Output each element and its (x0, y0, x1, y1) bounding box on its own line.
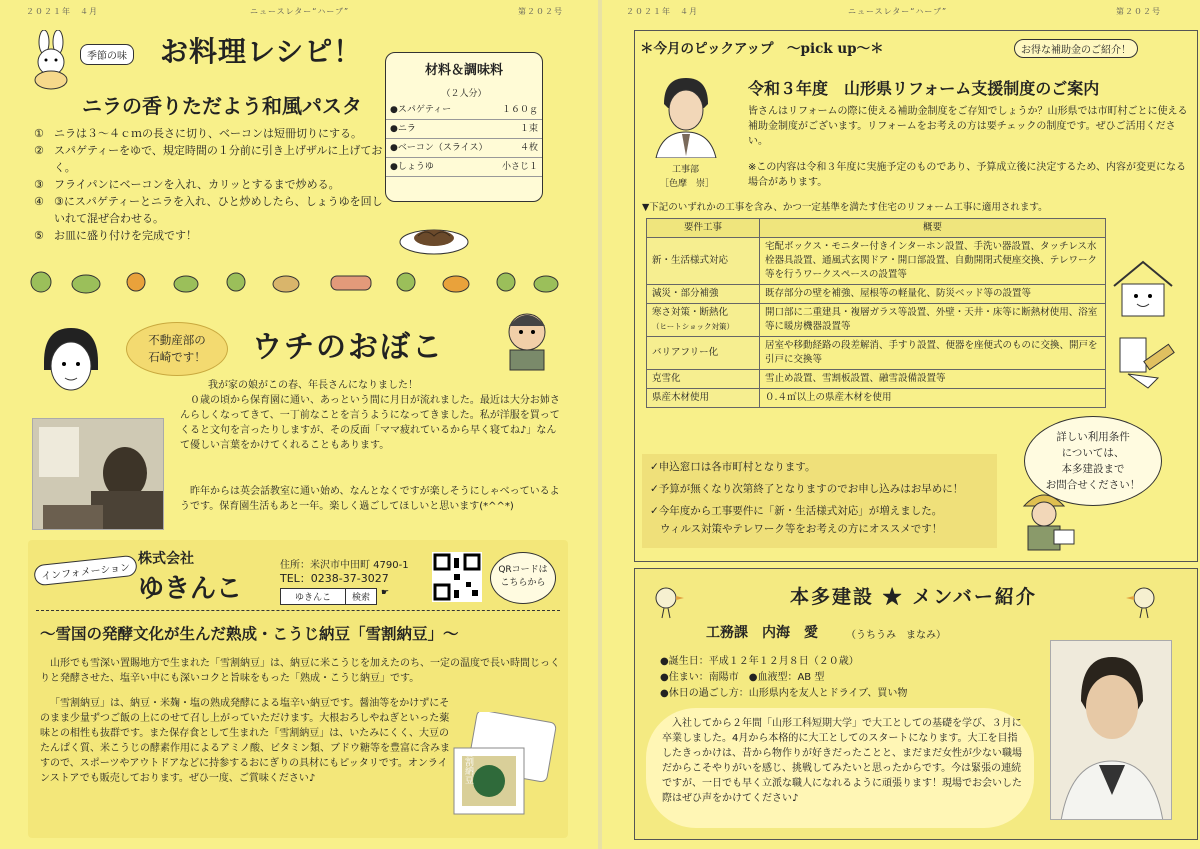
pointer-icon: ☛ (381, 588, 390, 598)
member-holiday: ●休日の過ごし方：山形県内を友人とドライブ、買い物 (660, 688, 908, 699)
ingredients-box (385, 52, 543, 202)
member-title: 本多建設 ★ メンバー紹介 (790, 586, 1037, 608)
recipe-heading: お料理レシピ！ (160, 35, 363, 68)
ingredient-row: ●ニラ １束 (386, 120, 542, 139)
table-row: 新・生活様式対応 宅配ボックス・モニター付きインターホン設置、手洗い器設置、タッチレス水栓器具設置、通風式玄関ドア・開口部設置、自動開閉式便座交換、テレワーク等を行うワークスペースの設置等 (647, 238, 1106, 285)
column-para-1: 我が家の娘がこの春、年長さんになりました！ (208, 380, 418, 391)
recipe-step-4: ④ ③にスパゲティーとニラを入れ、ひと炒めしたら、しょうゆを回しいれて混ぜ合わせる。 (34, 195, 383, 225)
daughter-photo (32, 418, 164, 530)
search-input[interactable]: ゆきんこ (280, 588, 346, 605)
avatar (36, 322, 106, 398)
check-item: ✓今年度から工事要件に「新・生活様式対応」が増えました。 (650, 505, 943, 517)
rabbit-icon (26, 30, 78, 90)
vegetable-icon (26, 262, 566, 302)
column-title: ウチのおぼこ (252, 330, 444, 365)
bird-icon (644, 576, 688, 620)
pickup-badge: お得な補助金のご紹介！ (1014, 38, 1138, 58)
pickup-note: ※この内容は令和３年度に実施予定のものであり、予算成立後に決定するため、内容が変更になる場合があります。 (748, 162, 1186, 188)
member-name: 工務課 内海 愛 (706, 625, 818, 641)
check-item: ウィルス対策やテレワーク等をお考えの方にオススメです！ (660, 523, 943, 535)
qr-code-icon[interactable] (432, 552, 482, 602)
worker-icon (1010, 484, 1078, 552)
table-header: 要件工事 (647, 219, 760, 238)
table-row: 克雪化 雪止め設置、雪割板設置、融雪設備設置等 (647, 370, 1106, 389)
member-reading: （うちうみ まなみ） (846, 630, 946, 641)
search-button[interactable]: 検索 (346, 588, 377, 605)
member-home: ●住まい：南陽市 ●血液型：AB 型 (660, 672, 825, 683)
contact-speech: 詳しい利用条件 については、 本多建設まで お問合せください！ (1024, 416, 1162, 506)
ingredient-row: ●スパゲティー １６０ｇ (386, 101, 542, 120)
column-para-2: ０歳の頃から保育園に通い、あっという間に月日が流れました。最近は大分お姉さんらしくなってきて、一丁前なことを言うようになってきました。私が洋服を買ってくると文句を言ったりしますが、その反面「ママ疲れているから早く寝てね♪」なんて優しい言葉をかけてくれることもあります。 (180, 395, 560, 451)
staff-dept: 工事部 (672, 165, 700, 175)
header-issue: 第２０２号 (518, 7, 563, 16)
column-para-3: 昨年からは英会話教室に通い始め、なんとなくですが楽しそうにしゃべっているようです。保育園生活もあと一年。楽しく過ごしてほしいと思います(*^^*) (180, 486, 560, 512)
check-panel (642, 454, 997, 548)
requirements-table (646, 218, 1106, 408)
table-row: 県産木材使用 ０.４㎥以上の県産木材を使用 (647, 389, 1106, 408)
recipe-step-1: ① ニラは３～４ｃｍの長さに切り、ベーコンは短冊切りにする。 (34, 127, 362, 140)
staff-name: ［色摩 崇］ (660, 179, 715, 189)
member-body: 入社してから２年間「山形工科短期大学」で大工としての基礎を学び、３月に卒業しました。4月から本格的に大工としてのスタートになります。大工を目指したきっかけは、昔から物作りが好きだったことと、まだまだ女性が少ない職場だからこそやりがいを感じ、挑戦してみたいと思ったからです。今は緊張の連続ですが、一日でも早く立派な職人になれるように頑張ります！現場でお会いした際はぜひ声をかけてください♪ (662, 718, 1022, 804)
recipe-step-3: ③ フライパンにベーコンを入れ、カリッとするまで炒める。 (34, 178, 340, 191)
staff-photo (650, 74, 722, 158)
divider (36, 610, 560, 611)
pickup-label: ＊今月のピックアップ ～pick up～＊ (640, 41, 884, 57)
author-bubble: 不動産部の 石崎です！ (126, 322, 228, 376)
company-name: ゆきんこ (138, 574, 243, 604)
company-address: 住所：米沢市中田町 4790-1 (280, 560, 409, 571)
recipe-step-5: ⑤ お皿に盛り付けを完成です！ (34, 229, 197, 242)
header-date: ２０２１年 ４月 (626, 7, 698, 16)
house-face-icon (1108, 258, 1178, 318)
header-newsletter-title: ニュースレター“ハーブ” (250, 7, 350, 16)
pasta-plate-icon (398, 208, 470, 258)
table-row: 減災・部分補強 既存部分の壁を補強、屋根等の軽量化、防災ベッド等の設置等 (647, 285, 1106, 304)
pickup-lead: ▼下記のいずれかの工事を含み、かつ一定基準を満たす住宅のリフォーム工事に適用されます。 (642, 202, 1048, 213)
check-item: ✓申込窓口は各市町村となります。 (650, 461, 816, 473)
check-item: ✓予算が無くなり次第終了となりますのでお申し込みはお早めに！ (650, 483, 964, 495)
ingredient-row: ●しょうゆ 小さじ１ (386, 158, 542, 177)
left-page (0, 0, 598, 849)
recipe-step-2: ② スパゲティーをゆで、規定時間の１分前に引き上げザルに上げておく。 (34, 144, 383, 174)
table-header: 概要 (760, 219, 1106, 238)
pencil-icon (1114, 328, 1178, 392)
company-line1: 株式会社 (138, 551, 194, 567)
table-row: 寒さ対策・断熱化 （ヒートショック対策） 開口部に二重建具・複層ガラス等設置、外壁・天井・床等に断熱材使用、浴室等に暖房機器設置等 (647, 304, 1106, 337)
pickup-title: 令和３年度 山形県リフォーム支援制度のご案内 (748, 79, 1100, 98)
pickup-body: 皆さんはリフォームの際に使える補助金制度をご存知でしょうか？山形県では市町村ごとに使える補助金制度がございます。リフォームをお考えの方は要チェックの制度です。ぜひご活用ください。 (748, 106, 1188, 147)
recipe-dish-title: ニラの香りただよう和風パスタ (82, 94, 362, 118)
info-para-1: 山形でも雪深い置賜地方で生まれた「雪割納豆」は、納豆に米こうじを加えたのち、一定の温度で長い時間じっくりと発酵させた、塩辛い中にも深いコクと旨味をもった「熟成・こうじ納豆」です。 (40, 658, 560, 684)
qr-speech: QRコードは こちらから (490, 552, 556, 604)
right-page (602, 0, 1200, 849)
ingredients-serving: （２人分） (441, 89, 487, 99)
member-photo (1050, 640, 1172, 820)
package-label: 雪割納豆 (463, 748, 473, 784)
table-row: バリアフリー化 居室や移動経路の段差解消、手すり設置、便器を座便式のものに交換、開戸を引戸に交換等 (647, 337, 1106, 370)
member-birthday: ●誕生日：平成１２年１２月８日（２０歳） (660, 656, 859, 667)
company-tel: TEL：0238-37-3027 (280, 572, 389, 585)
header-newsletter-title: ニュースレター“ハーブ” (848, 7, 948, 16)
recipe-tag: 季節の味 (80, 44, 134, 65)
header-date: ２０２１年 ４月 (26, 7, 98, 16)
bird-icon (1122, 576, 1166, 620)
recipe-steps (34, 125, 389, 244)
header-issue: 第２０２号 (1116, 7, 1161, 16)
info-tag: インフォメーション (33, 555, 138, 587)
ingredients-title: 材料＆調味料 (424, 63, 503, 78)
ingredient-row: ●ベーコン（スライス） ４枚 (386, 139, 542, 158)
info-headline: ～雪国の発酵文化が生んだ熟成・こうじ納豆「雪割納豆」～ (40, 624, 459, 643)
worker-icon (500, 306, 555, 372)
info-para-2: 「雪割納豆」は、納豆・米麹・塩の熟成発酵による塩辛い納豆です。醤油等をかけずにそのまま少量ずつご飯の上にのせて召し上がっていただけます。大根おろしやねぎといった薬味との相性も抜群です。また保存食として生まれた「雪割納豆」は、いたみにくく、大豆のたんぱく質、米こうじの酵素作用によるアミノ酸、ビタミン類、ブドウ糖等を豊富に含みますので、スポーツやアウトドアなどに持参するおにぎりの具材にもピッタリです。オンラインストアでも販売しております。ぜひ一度、ご賞味ください♪ (40, 698, 450, 784)
search-bar[interactable] (280, 588, 389, 605)
